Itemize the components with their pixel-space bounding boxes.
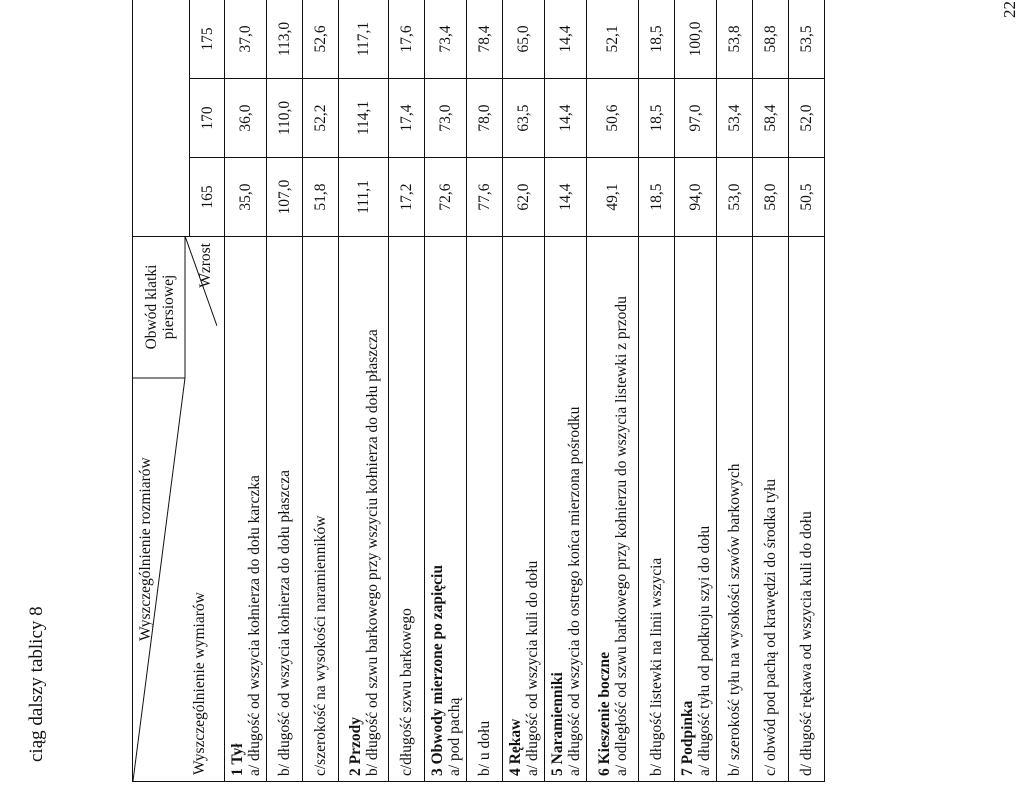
value-cell: 110,0: [267, 79, 303, 158]
table-row: [753, 0, 789, 782]
table-row: [675, 0, 717, 782]
table-row: [303, 0, 339, 782]
value-cell: 50,6: [587, 79, 639, 158]
value-cell: 52,1: [587, 0, 639, 79]
value-cell: 17,2: [389, 158, 425, 237]
value-cell: 36,0: [225, 79, 267, 158]
table-body: [225, 0, 825, 782]
table-row: [717, 0, 753, 782]
value-cell: 53,8: [717, 0, 753, 79]
measurement-label: c/ obwód pod pachą od krawędzi do środka tyłu: [762, 478, 779, 776]
value-cell: 100,0: [675, 0, 717, 79]
table-row: [467, 0, 503, 782]
measurement-label: c/długość szwu barkowego: [398, 608, 415, 776]
value-cell: 52,2: [303, 79, 339, 158]
value-cell: 53,0: [717, 158, 753, 237]
value-cell: 97,0: [675, 79, 717, 158]
table-row: [789, 0, 825, 782]
value-cell: 37,0: [225, 0, 267, 79]
measurement-description: [225, 237, 267, 782]
value-cell: 49,1: [587, 158, 639, 237]
table-row: [267, 0, 303, 782]
value-cell: 58,4: [753, 79, 789, 158]
measurement-description: [467, 237, 503, 782]
measurement-label: a/ długość tyłu od podkroju szyi do dołu: [695, 525, 713, 776]
measurement-label: a/ długość od wszycia kuli do dołu: [523, 560, 541, 776]
value-cell: 53,5: [789, 0, 825, 79]
value-cell: 18,5: [639, 79, 675, 158]
value-cell: 65,0: [503, 0, 545, 79]
measurement-description: [545, 237, 587, 782]
table-row: [639, 0, 675, 782]
category-label: 7 Podpinka: [678, 700, 696, 776]
value-cell: 14,4: [545, 79, 587, 158]
measurement-description: [587, 237, 639, 782]
measurement-label: b/ szerokość tyłu na wysokości szwów barkowych: [726, 463, 743, 776]
value-cell: 73,0: [425, 79, 467, 158]
header-measurements-label: Wyszczególnienie wymiarów: [191, 592, 208, 775]
measurement-label: a/ długość od wszycia kołnierza do dołu karczka: [245, 475, 263, 776]
table-caption: ciąg dalszy tablicy 8: [26, 606, 47, 762]
measurement-label: b/ długość od szwu barkowego przy wszyciu kołnierza do dołu płaszcza: [363, 329, 381, 776]
measurement-label: d/ długość rękawa od wszycia kuli do dołu: [798, 511, 815, 776]
value-cell: 94,0: [675, 158, 717, 237]
measurement-label: b/ długość od wszycia kołnierza do dołu płaszcza: [276, 469, 293, 776]
value-cell: 14,4: [545, 158, 587, 237]
page-number: 22: [1000, 1, 1019, 18]
measurement-description: [339, 237, 389, 782]
value-cell: 77,6: [467, 158, 503, 237]
header-sizes-label: Wyszczególnienie rozmiarów: [137, 457, 154, 641]
measurement-description: [675, 237, 717, 782]
category-label: 6 Kieszenie boczne: [595, 652, 613, 776]
measurement-description: [389, 237, 425, 782]
table-row: [339, 0, 389, 782]
measurement-description: [753, 237, 789, 782]
category-label: 2 Przody: [346, 717, 364, 776]
measurement-label: a/ pod pachą: [445, 697, 463, 776]
value-cell: 14,4: [545, 0, 587, 79]
measurement-label: a/ długość od wszycia do ostrego końca mierzona pośrodku: [565, 406, 583, 776]
table-row: [503, 0, 545, 782]
value-cell: 18,5: [639, 158, 675, 237]
value-cell: 53,4: [717, 79, 753, 158]
value-cell: 17,4: [389, 79, 425, 158]
height-170: 170: [190, 79, 225, 158]
measurement-description: [717, 237, 753, 782]
value-cell: 35,0: [225, 158, 267, 237]
height-175: 175: [190, 0, 225, 79]
measurement-description: [267, 237, 303, 782]
measurement-description: [425, 237, 467, 782]
value-cell: 117,1: [339, 0, 389, 79]
rotated-table-container: [132, 0, 982, 782]
value-cell: 51,8: [303, 158, 339, 237]
category-label: 5 Naramienniki: [548, 672, 566, 776]
table-row: [545, 0, 587, 782]
table-row: [587, 0, 639, 782]
value-cell: 111,1: [339, 158, 389, 237]
value-cell: 73,4: [425, 0, 467, 79]
value-cell: 78,0: [467, 79, 503, 158]
measurement-table: [132, 0, 825, 782]
value-cell: 58,8: [753, 0, 789, 79]
value-cell: 62,0: [503, 158, 545, 237]
measurement-description: [303, 237, 339, 782]
value-cell: 17,6: [389, 0, 425, 79]
table-row: [425, 0, 467, 782]
height-165: 165: [190, 158, 225, 237]
measurement-description: [639, 237, 675, 782]
measurement-description: [789, 237, 825, 782]
table-row: [225, 0, 267, 782]
value-cell: 107,0: [267, 158, 303, 237]
measurement-description: [503, 237, 545, 782]
category-label: 4 Rękaw: [506, 718, 524, 776]
table-row: [389, 0, 425, 782]
value-cell: 50,5: [789, 158, 825, 237]
header-chest-values-cell: [133, 0, 190, 237]
value-cell: 114,1: [339, 79, 389, 158]
measurement-label: a/ odległość od szwu barkowego przy kołnierzu do wszycia listewki z przodu: [612, 296, 630, 776]
header-chest-circumference: Obwód klatki piersiowej: [143, 264, 177, 350]
measurement-label: b/ u dołu: [476, 720, 493, 776]
value-cell: 58,0: [753, 158, 789, 237]
measurement-label: b/ długość listewki na linii wszycia: [648, 557, 665, 776]
value-cell: 52,6: [303, 0, 339, 79]
value-cell: 72,6: [425, 158, 467, 237]
value-cell: 52,0: [789, 79, 825, 158]
value-cell: 18,5: [639, 0, 675, 79]
value-cell: 113,0: [267, 0, 303, 79]
category-label: 3 Obwody mierzone po zapięciu: [428, 565, 446, 776]
diagonal-header-cell: [133, 237, 225, 782]
header-height-label: Wzrost: [197, 243, 214, 288]
category-label: 1 Tył: [228, 743, 246, 776]
value-cell: 78,4: [467, 0, 503, 79]
measurement-label: c/szerokość na wysokości naramienników: [312, 515, 329, 776]
value-cell: 63,5: [503, 79, 545, 158]
